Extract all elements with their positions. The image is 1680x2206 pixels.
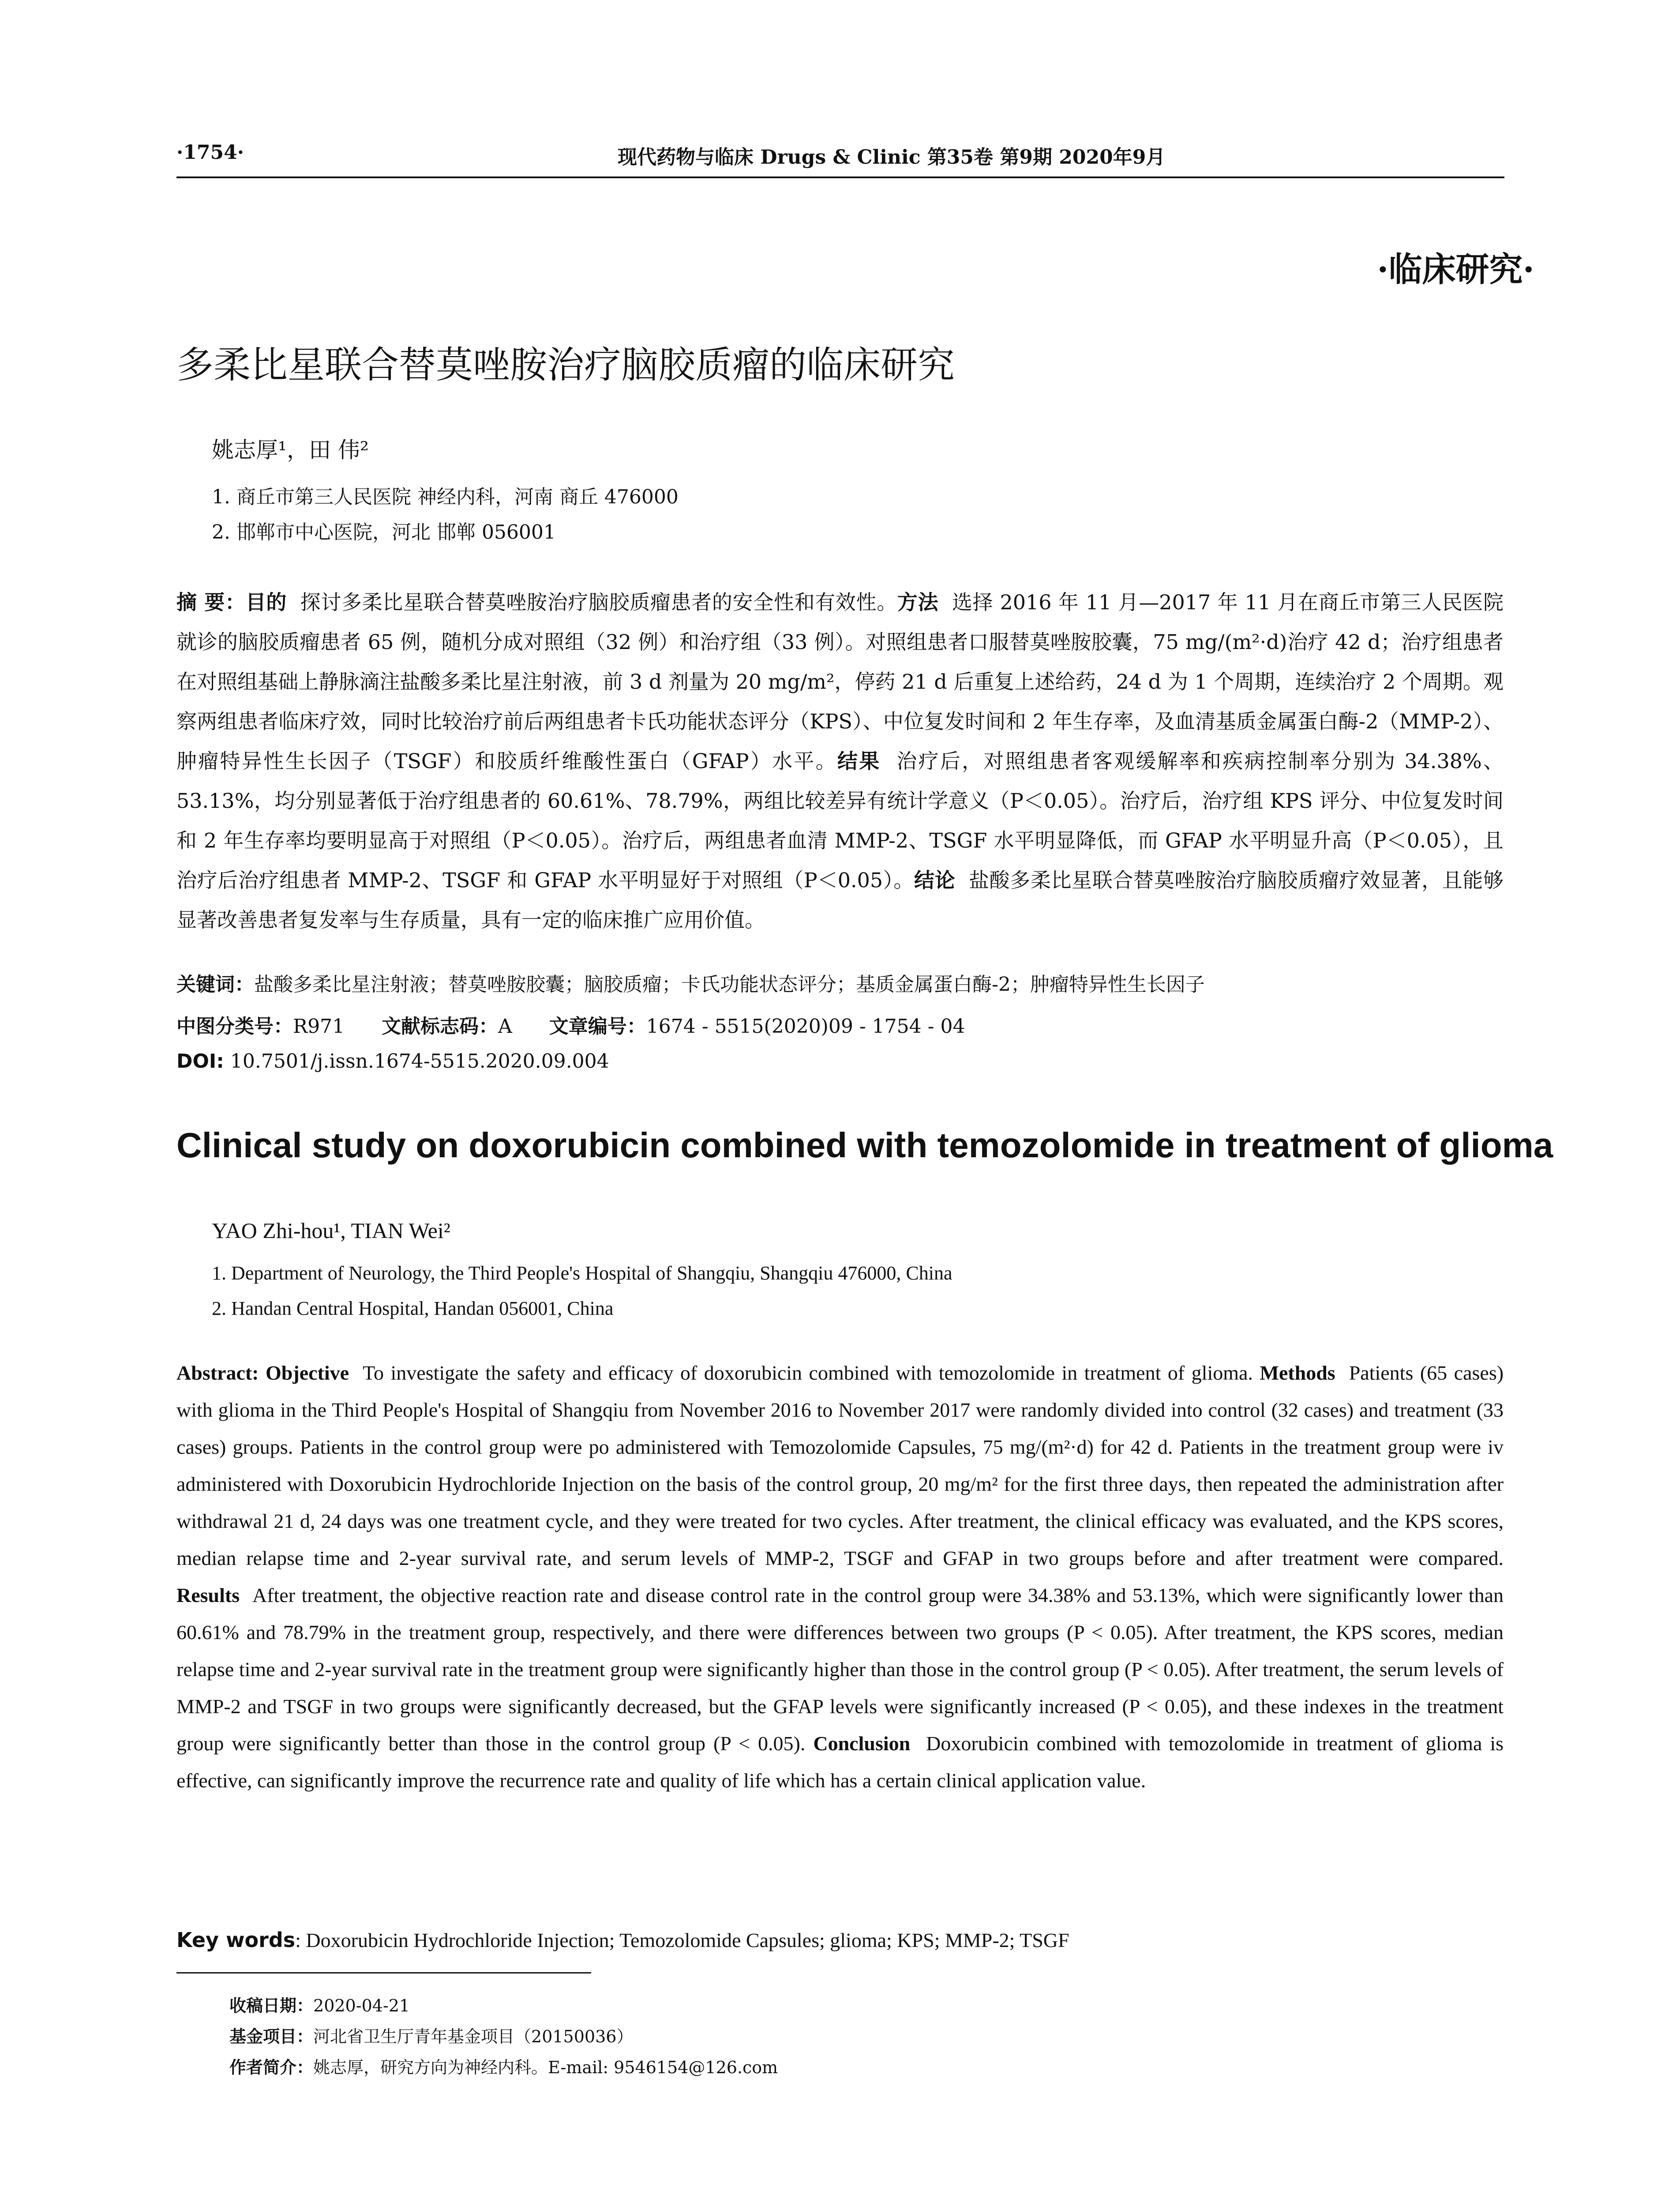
author-bio-text: 姚志厚，研究方向为神经内科。E-mail: 9546154@126.com [313, 2058, 778, 2077]
doi-value: 10.7501/j.issn.1674-5515.2020.09.004 [230, 1050, 609, 1073]
authors-chinese: 姚志厚¹，田 伟² [212, 437, 369, 463]
conclusion-en: Doxorubicin combined with temozolomide in treatment of glioma is effective, can significantly improve the recurrence rate and quality of life which has a certain clinical application value. [176, 1732, 1504, 1792]
header-rule [176, 176, 1504, 178]
abstract-english [176, 1354, 1504, 1799]
conclusion-cn-label: 结论 [914, 868, 956, 892]
results-en: After treatment, the objective reaction rate and disease control rate in the control group were 34.38% and 53.13%, which were significantly lower than 60.61% and 78.79% in the treatment group, respectively, and there were differences between two groups (P < 0.05). After treatment, the KPS scores, median relapse time and 2-year survival rate in the treatment group were significantly higher than those in the control group (P < 0.05). After treatment, the serum levels of MMP-2 and TSGF in two groups were significantly decreased, but the GFAP levels were significantly increased (P < 0.05), and these indexes in the treatment group were significantly better than those in the control group (P < 0.05). [176, 1584, 1504, 1755]
footnote-funding [229, 2023, 633, 2047]
affiliation-en-1: 1. Department of Neurology, the Third People's Hospital of Shangqiu, Shangqiu 476000, China [212, 1262, 952, 1284]
methods-en-label: Methods [1260, 1362, 1335, 1384]
abstract-chinese [176, 582, 1504, 940]
conclusion-en-label: Conclusion [813, 1732, 911, 1755]
title-chinese: 多柔比星联合替莫唑胺治疗脑胶质瘤的临床研究 [176, 343, 955, 386]
abstract-en-label: Abstract: [176, 1362, 259, 1384]
conclusion-cn: 盐酸多柔比星联合替莫唑胺治疗脑胶质瘤疗效显著，且能够显著改善患者复发率与生存质量，具有一定的临床推广应用价值。 [176, 868, 1504, 932]
footnote-rule [176, 1972, 591, 1973]
affiliation-en-2: 2. Handan Central Hospital, Handan 056001, China [212, 1298, 614, 1319]
doi-label: DOI: [176, 1050, 224, 1073]
abstract-cn-label: 摘 要： [176, 590, 246, 614]
article-no-label: 文章编号： [549, 1015, 646, 1038]
classification-line [176, 1010, 965, 1039]
objective-cn: 探讨多柔比星联合替莫唑胺治疗脑胶质瘤患者的安全性和有效性。 [300, 590, 897, 614]
objective-en-label: Objective [266, 1362, 349, 1384]
doc-code-value: A [498, 1015, 512, 1038]
keywords-en-label: Key words [176, 1928, 296, 1952]
keywords-cn-text: 盐酸多柔比星注射液；替莫唑胺胶囊；脑胶质瘤；卡氏功能状态评分；基质金属蛋白酶-2；肿瘤特异性生长因子 [254, 973, 1205, 996]
affiliation-cn-1: 1. 商丘市第三人民医院 神经内科，河南 商丘 476000 [212, 486, 679, 508]
doc-code-label: 文献标志码： [382, 1015, 499, 1038]
received-date: 2020-04-21 [313, 1996, 410, 2015]
affiliation-cn-2: 2. 邯郸市中心医院，河北 邯郸 056001 [212, 521, 556, 544]
methods-cn-label: 方法 [897, 590, 939, 614]
keywords-cn-label: 关键词： [176, 973, 254, 996]
author-bio-label: 作者简介： [229, 2057, 314, 2077]
doi-line [176, 1050, 609, 1073]
clc-value: R971 [293, 1015, 345, 1038]
clc-label: 中图分类号： [176, 1015, 293, 1038]
title-english: Clinical study on doxorubicin combined with temozolomide in treatment of glioma [176, 1126, 1553, 1165]
footnote-author [229, 2054, 778, 2078]
funding-text: 河北省卫生厅青年基金项目（20150036） [313, 2027, 634, 2046]
running-header [176, 141, 1500, 181]
article-no-value: 1674 - 5515(2020)09 - 1754 - 04 [646, 1015, 965, 1038]
authors-english: YAO Zhi-hou¹, TIAN Wei² [212, 1218, 450, 1243]
funding-label: 基金项目： [229, 2026, 314, 2046]
received-label: 收稿日期： [229, 1996, 314, 2015]
page-number: ·1754· [176, 141, 244, 164]
section-tag: ·临床研究· [1377, 250, 1534, 289]
methods-en: Patients (65 cases) with glioma in the Third People's Hospital of Shangqiu from November 2016 to November 2017 were randomly divided into control (32 cases) and treatment (33 cases) groups. Patients in the control group were po administered with Temozolomide Capsules, 75 mg/(m²·d) for 42 d. Patients in the treatment group were iv administered with Doxorubicin Hydrochloride Injection on the basis of the control group, 20 mg/m² for the first three days, then repeated the administration after withdrawal 21 d, 24 days was one treatment cycle, and they were treated for two cycles. After treatment, the clinical efficacy was evaluated, and the KPS scores, median relapse time and 2-year survival rate, and serum levels of MMP-2, TSGF and GFAP in two groups before and after treatment were compared. [176, 1362, 1504, 1569]
keywords-english [176, 1928, 1504, 1952]
keywords-chinese [176, 968, 1205, 997]
results-cn-label: 结果 [837, 749, 881, 773]
objective-en: To investigate the safety and efficacy of doxorubicin combined with temozolomide in treatment of glioma. [363, 1362, 1253, 1384]
keywords-en-text: : Doxorubicin Hydrochloride Injection; Temozolomide Capsules; glioma; KPS; MMP-2; TSGF [295, 1929, 1069, 1951]
methods-cn: 选择 2016 年 11 月—2017 年 11 月在商丘市第三人民医院就诊的脑胶质瘤患者 65 例，随机分成对照组（32 例）和治疗组（33 例）。对照组患者口服替莫唑胺胶囊，75 mg/(m²·d)治疗 42 d；治疗组患者在对照组基础上静脉滴注盐酸多柔比星注射液，前 3 d 剂量为 20 mg/m²，停药 21 d 后重复上述给药，24 d 为 1 个周期，连续治疗 2 个周期。观察两组患者临床疗效，同时比较治疗前后两组患者卡氏功能状态评分（KPS）、中位复发时间和 2 年生存率，及血清基质金属蛋白酶-2（MMP-2）、肿瘤特异性生长因子（TSGF）和胶质纤维酸性蛋白（GFAP）水平。 [176, 590, 1504, 773]
objective-cn-label: 目的 [245, 590, 287, 614]
journal-info: 现代药物与临床 Drugs & Clinic 第35卷 第9期 2020年9月 [618, 146, 1166, 169]
results-en-label: Results [176, 1584, 240, 1606]
footnote-received [229, 1992, 410, 2016]
results-cn: 治疗后，对照组患者客观缓解率和疾病控制率分别为 34.38%、53.13%，均分别显著低于治疗组患者的 60.61%、78.79%，两组比较差异有统计学意义（P＜0.05）。治疗后，治疗组 KPS 评分、中位复发时间和 2 年生存率均要明显高于对照组（P＜0.05）。治疗后，两组患者血清 MMP-2、TSGF 水平明显降低，而 GFAP 水平明显升高（P＜0.05），且治疗后治疗组患者 MMP-2、TSGF 和 GFAP 水平明显好于对照组（P＜0.05）。 [176, 749, 1504, 892]
